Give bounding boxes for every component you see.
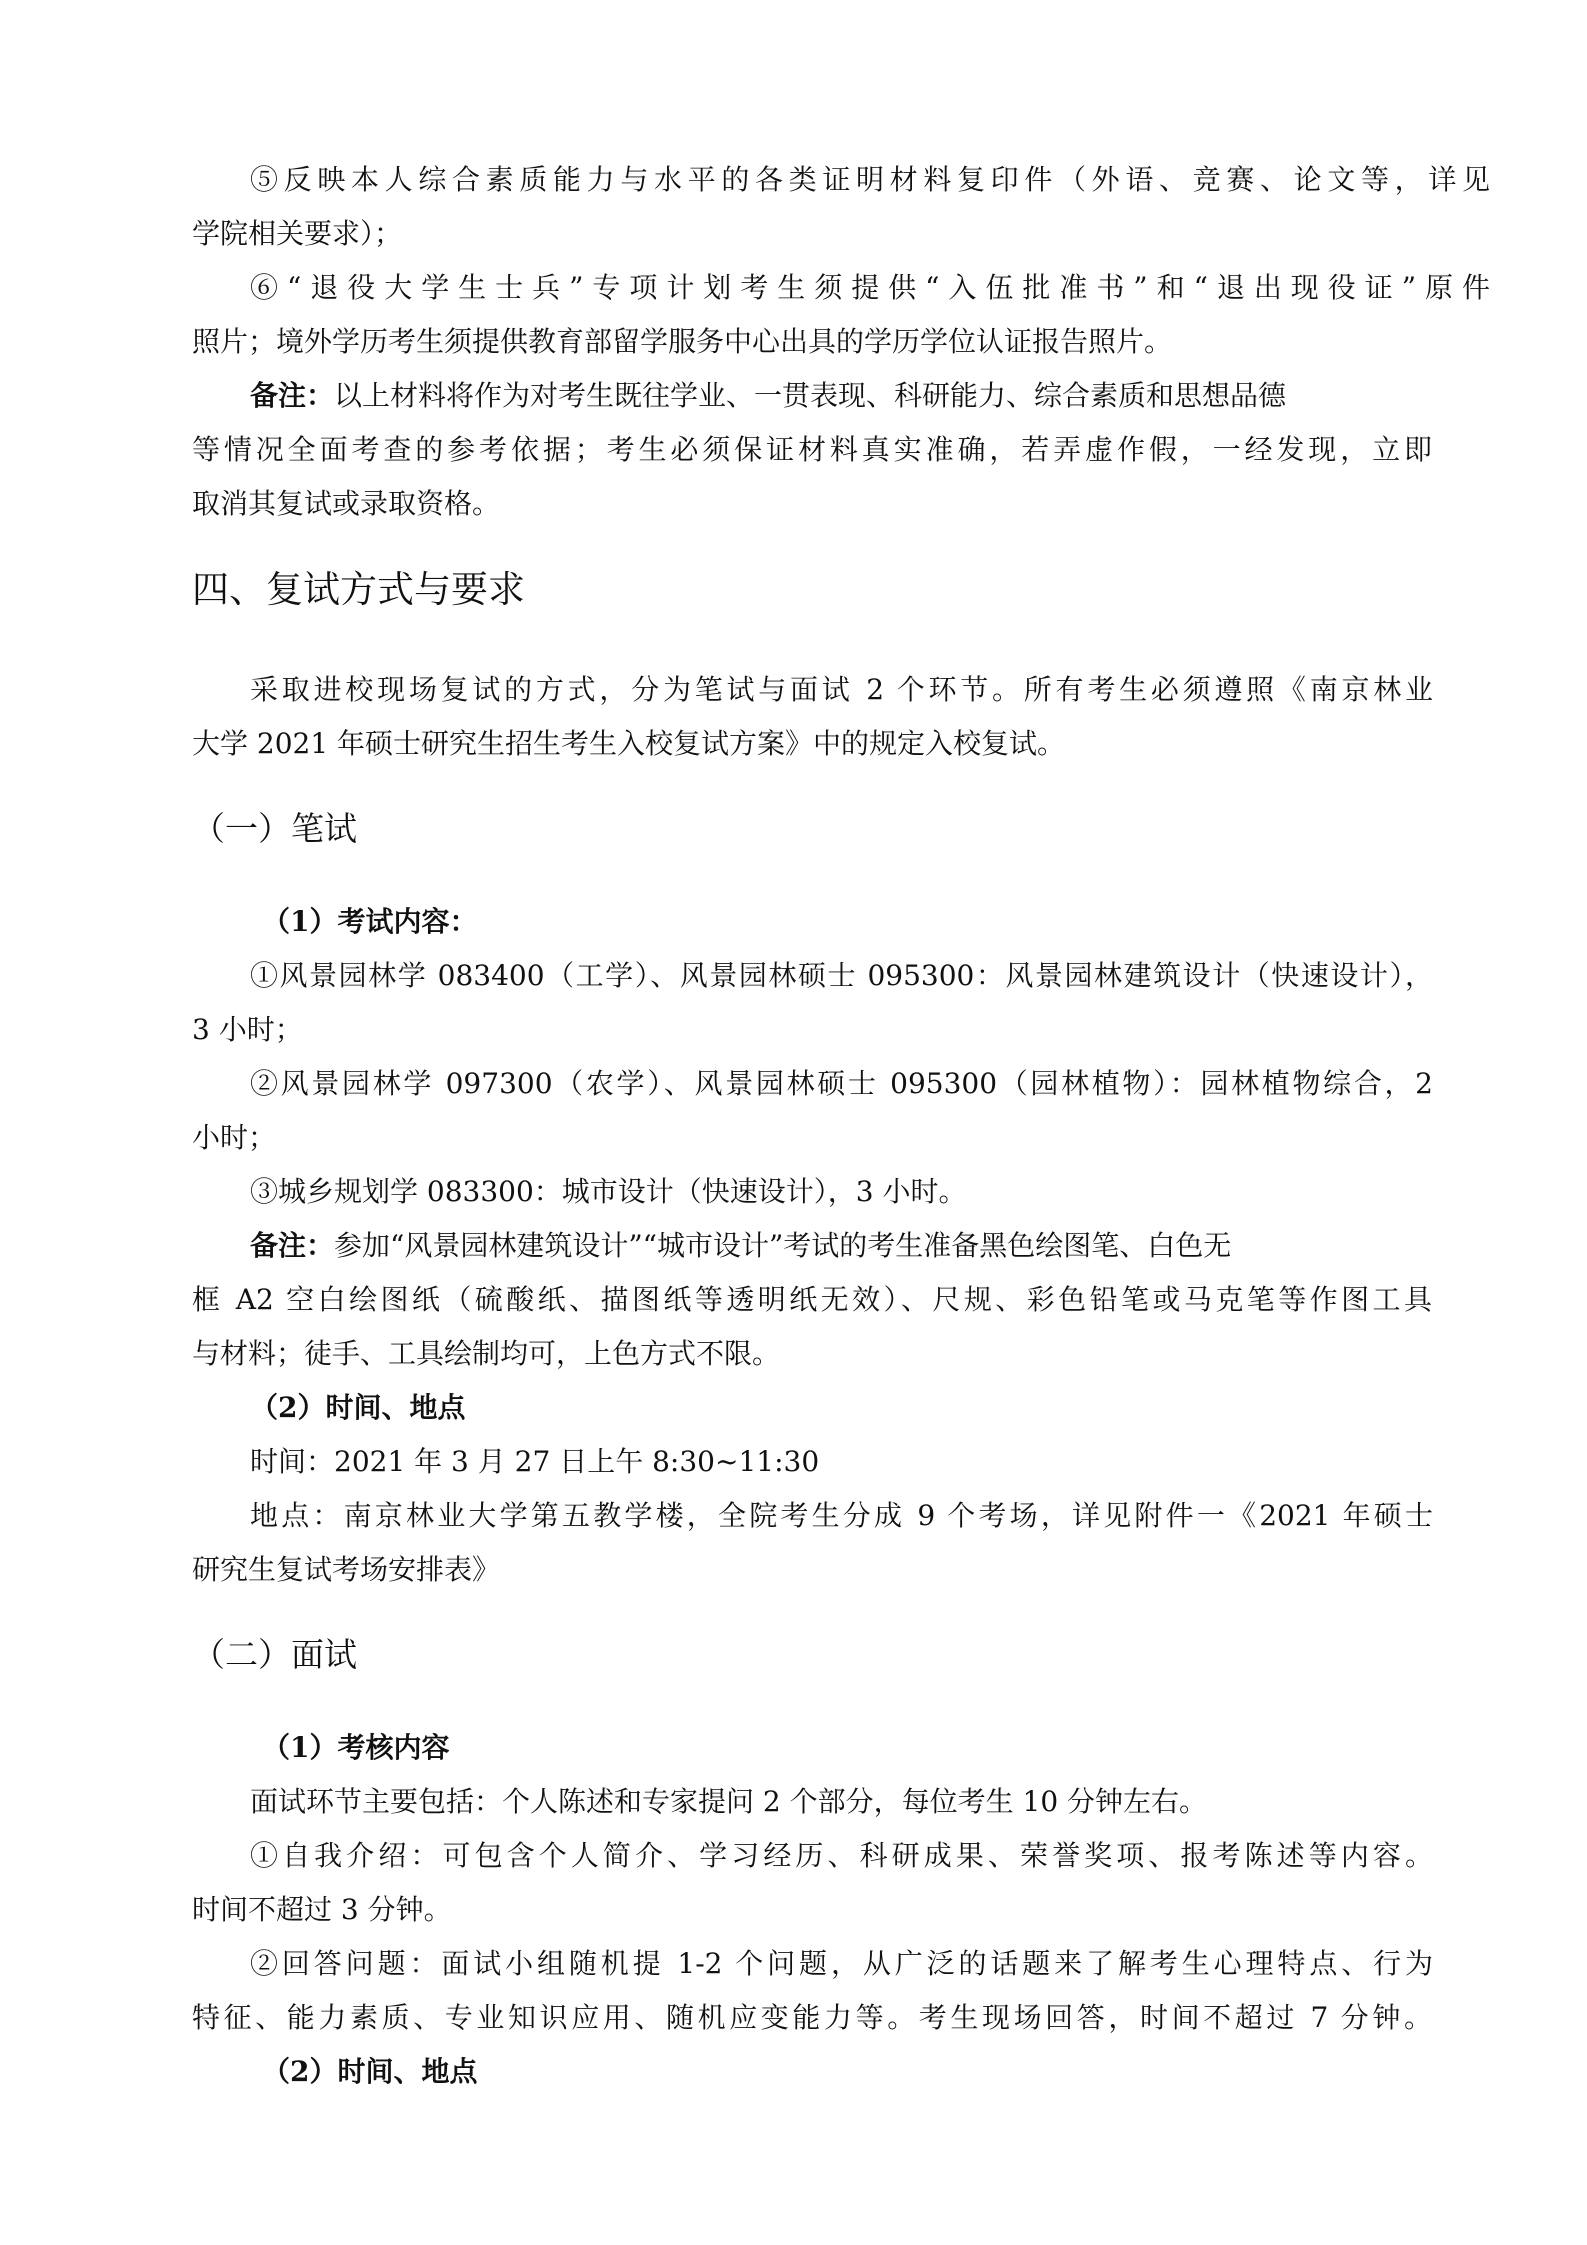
item-heading: （1）考试内容： — [262, 905, 478, 938]
subsection-heading: （一）笔试 — [192, 809, 357, 848]
paragraph-line: 时间：2021 年 3 月 27 日上午 8:30~11:30 — [250, 1445, 820, 1478]
paragraph-line: 与材料；徒手、工具绘制均可，上色方式不限。 — [192, 1337, 781, 1370]
paragraph-line: ③城乡规划学 083300：城市设计（快速设计），3 小时。 — [250, 1175, 967, 1208]
paragraph-line: 等情况全面考查的参考依据；考生必须保证材料真实准确，若弄虚作假，一经发现，立即 — [192, 433, 1432, 466]
note-line — [250, 1228, 1433, 1264]
paragraph-line: 采取进校现场复试的方式，分为笔试与面试 2 个环节。所有考生必须遵照《南京林业 — [250, 673, 1433, 706]
note-text: 以上材料将作为对考生既往学业、一贯表现、科研能力、综合素质和思想品德 — [334, 379, 1287, 412]
paragraph-line: ①风景园林学 083400（工学）、风景园林硕士 095300：风景园林建筑设计（快速设计）， — [250, 959, 1433, 992]
note-label: 备注： — [250, 1229, 335, 1262]
paragraph-line: 框 A2 空白绘图纸（硫酸纸、描图纸等透明纸无效）、尺规、彩色铅笔或马克笔等作图工具 — [192, 1283, 1432, 1316]
paragraph-line: 时间不超过 3 分钟。 — [192, 1893, 452, 1926]
paragraph-line: ⑤反映本人综合素质能力与水平的各类证明材料复印件（外语、竞赛、论文等，详见 — [250, 163, 1490, 196]
paragraph-line: 取消其复试或录取资格。 — [192, 487, 501, 520]
paragraph-line: 面试环节主要包括：个人陈述和专家提问 2 个部分，每位考生 10 分钟左右。 — [250, 1785, 1208, 1818]
item-heading: （2）时间、地点 — [262, 2055, 478, 2088]
note-text: 参加“风景园林建筑设计”“城市设计”考试的考生准备黑色绘图笔、白色无 — [334, 1229, 1232, 1262]
paragraph-line: ⑥“退役大学生士兵”专项计划考生须提供“入伍批准书”和“退出现役证”原件 — [250, 271, 1490, 304]
note-line — [250, 378, 1433, 414]
section-heading: 四、复试方式与要求 — [192, 568, 525, 611]
paragraph-line: 学院相关要求）； — [192, 217, 403, 250]
paragraph-line: 研究生复试考场安排表》 — [192, 1553, 501, 1586]
paragraph-line: 特征、能力素质、专业知识应用、随机应变能力等。考生现场回答，时间不超过 7 分钟。 — [192, 2001, 1432, 2034]
note-label: 备注： — [250, 379, 335, 412]
paragraph-line: 地点：南京林业大学第五教学楼，全院考生分成 9 个考场，详见附件一《2021 年硕士 — [250, 1499, 1433, 1532]
paragraph-line: ②回答问题：面试小组随机提 1-2 个问题，从广泛的话题来了解考生心理特点、行为 — [250, 1947, 1433, 1980]
paragraph-line: 3 小时； — [192, 1013, 303, 1046]
paragraph-line: ②风景园林学 097300（农学）、风景园林硕士 095300（园林植物）：园林植物综合，2 — [250, 1067, 1433, 1100]
subsection-heading: （二）面试 — [192, 1635, 357, 1674]
item-heading: （2）时间、地点 — [250, 1391, 466, 1424]
item-heading: （1）考核内容 — [262, 1731, 450, 1764]
paragraph-line: 照片；境外学历考生须提供教育部留学服务中心出具的学历学位认证报告照片。 — [192, 325, 1173, 358]
paragraph-line: 小时； — [192, 1121, 277, 1154]
paragraph-line: ①自我介绍：可包含个人简介、学习经历、科研成果、荣誉奖项、报考陈述等内容。 — [250, 1839, 1433, 1872]
paragraph-line: 大学 2021 年硕士研究生招生考生入校复试方案》中的规定入校复试。 — [192, 727, 1066, 760]
